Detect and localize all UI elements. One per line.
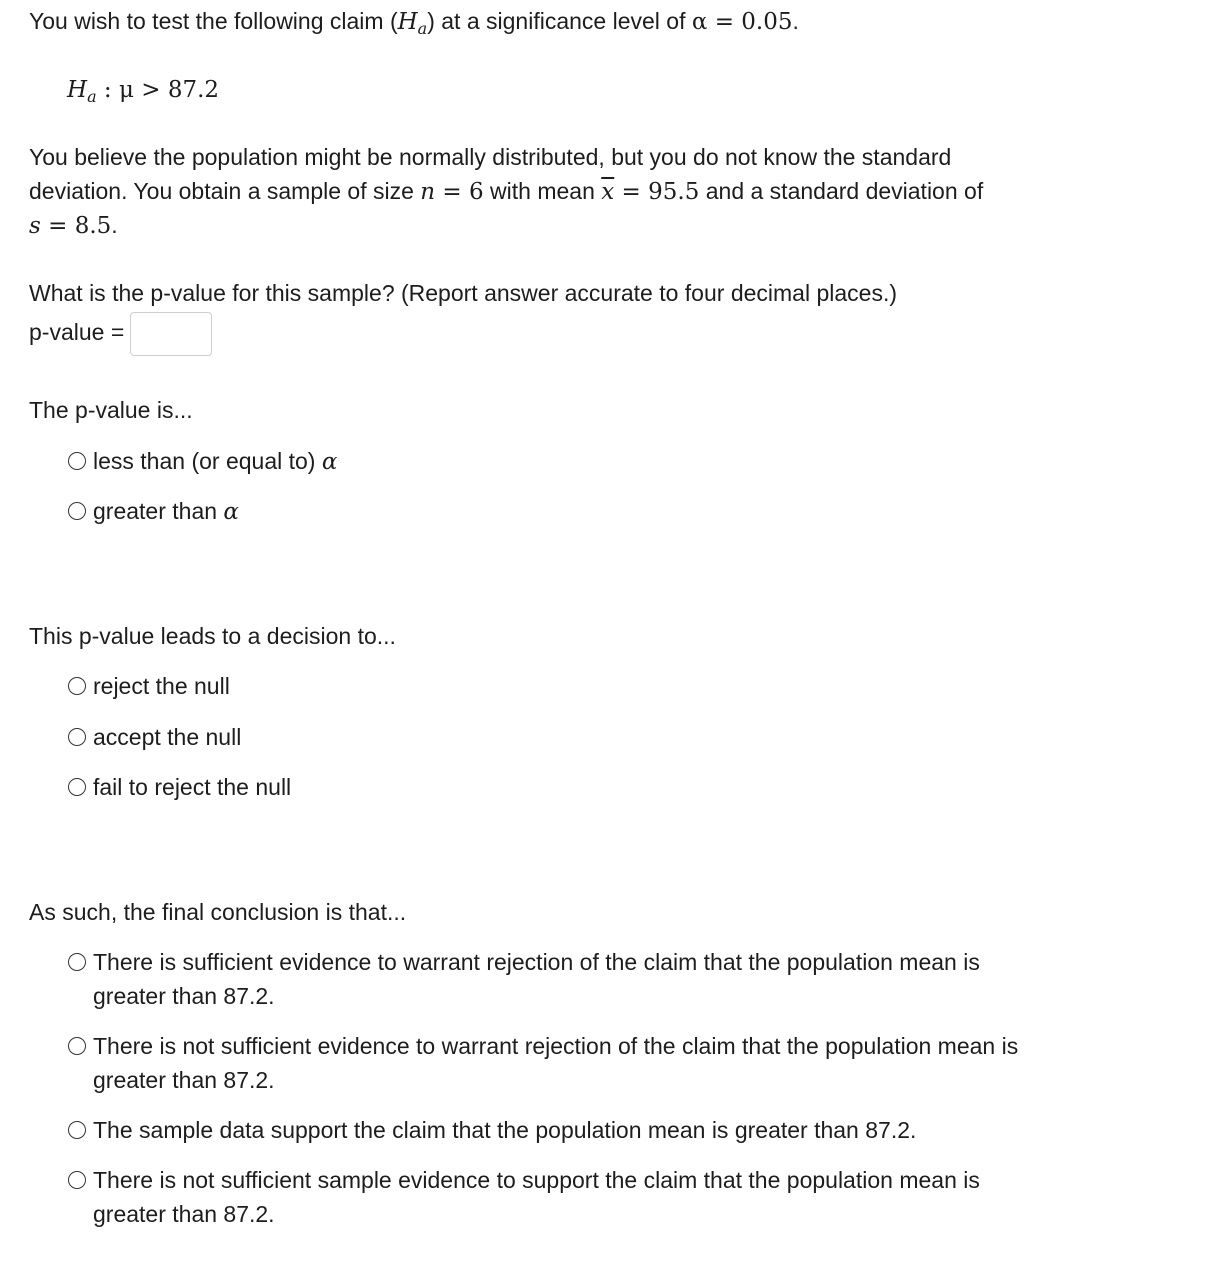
sample-sd-symbol: s — [29, 213, 41, 239]
alpha-symbol: α — [223, 499, 239, 525]
description-line3 — [29, 208, 118, 243]
option-greater-than-alpha[interactable] — [68, 494, 239, 529]
option-less-than-alpha[interactable] — [68, 444, 337, 479]
radio-button[interactable] — [68, 728, 86, 746]
option-line1: There is not sufficient evidence to warrant rejection of the claim that the population mean is — [93, 1033, 1019, 1059]
radio-button[interactable] — [68, 1121, 86, 1139]
option-text: greater than — [93, 498, 224, 524]
hypothesis-H: H — [67, 77, 88, 103]
intro-text — [29, 4, 799, 46]
conclusion-option-2[interactable] — [68, 1029, 1148, 1097]
conclusion-option-1[interactable] — [68, 945, 1148, 1013]
radio-button[interactable] — [68, 778, 86, 796]
option-label — [93, 494, 239, 529]
ha-symbol: H — [397, 9, 418, 35]
option-line2: greater than 87.2. — [93, 983, 275, 1009]
option-line1: There is sufficient evidence to warrant rejection of the claim that the population mean is — [93, 949, 980, 975]
sample-sd-value: = 8.5 — [40, 213, 112, 239]
option-accept-null[interactable] — [68, 720, 241, 754]
comparison-prompt: The p-value is... — [29, 397, 193, 423]
option-reject-null[interactable] — [68, 669, 230, 703]
option-line1: There is not sufficient sample evidence to support the claim that the population mean is — [93, 1167, 980, 1193]
ha-subscript: a — [417, 19, 428, 38]
option-label: accept the null — [93, 724, 242, 750]
conclusion-option-4[interactable] — [68, 1163, 1148, 1231]
description-line1: You believe the population might be normally distributed, but you do not know the standard — [29, 144, 952, 170]
intro-middle: ) at a significance level of — [427, 8, 692, 34]
option-line1: The sample data support the claim that the population mean is greater than 87.2. — [93, 1117, 917, 1143]
alpha-value: α = 0.05 — [691, 9, 793, 35]
desc-period: . — [111, 212, 118, 238]
radio-button[interactable] — [68, 452, 86, 470]
sample-size-symbol: n — [420, 179, 436, 205]
intro-prefix: You wish to test the following claim ( — [29, 8, 398, 34]
option-text: less than (or equal to) — [93, 448, 322, 474]
option-fail-to-reject-null[interactable] — [68, 770, 291, 804]
decision-prompt: This p-value leads to a decision to... — [29, 623, 396, 649]
sample-mean-value: = 95.5 — [614, 179, 700, 205]
desc-text-a: deviation. You obtain a sample of size — [29, 178, 421, 204]
pvalue-question: What is the p-value for this sample? (Report answer accurate to four decimal places.) — [29, 280, 897, 306]
option-label: reject the null — [93, 673, 230, 699]
conclusion-prompt: As such, the final conclusion is that... — [29, 899, 407, 925]
sample-mean-symbol: $\overline{x}$ — [601, 179, 615, 205]
desc-text-c: and a standard deviation of — [699, 178, 984, 204]
alpha-symbol: α — [321, 449, 338, 475]
sample-size-value: = 6 — [435, 179, 484, 205]
pvalue-label: p-value = — [29, 319, 125, 346]
hypothesis-rest: : μ > 87.2 — [96, 77, 220, 103]
radio-button[interactable] — [68, 953, 86, 971]
desc-text-b: with mean — [483, 178, 602, 204]
option-label: fail to reject the null — [93, 774, 292, 800]
pvalue-row — [29, 312, 212, 356]
conclusion-option-3[interactable] — [68, 1113, 1148, 1147]
radio-button[interactable] — [68, 677, 86, 695]
radio-button[interactable] — [68, 1171, 86, 1189]
alt-hypothesis — [67, 72, 219, 114]
option-label — [93, 444, 337, 479]
option-line2: greater than 87.2. — [93, 1067, 275, 1093]
pvalue-input[interactable] — [130, 312, 212, 356]
hypothesis-sub: a — [87, 87, 97, 106]
radio-button[interactable] — [68, 502, 86, 520]
option-line2: greater than 87.2. — [93, 1201, 275, 1227]
description-line2 — [29, 174, 983, 209]
intro-suffix: . — [792, 8, 799, 34]
radio-button[interactable] — [68, 1037, 86, 1055]
